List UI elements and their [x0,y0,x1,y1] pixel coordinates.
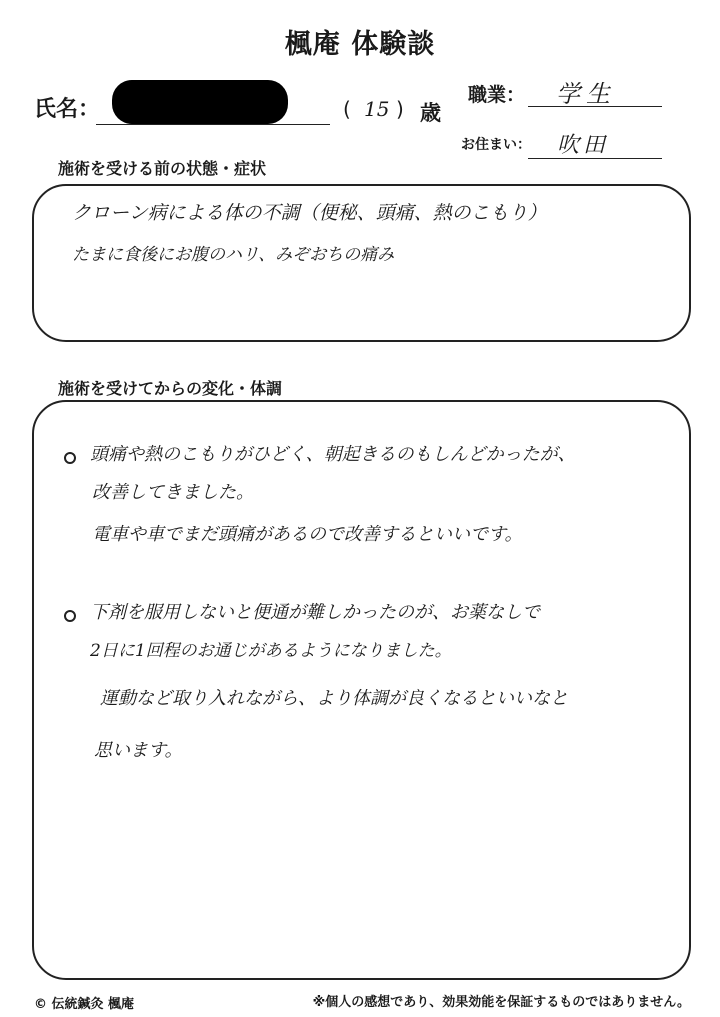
before-line-1: クローン病による体の不調（便秘、頭痛、熱のこもり） [72,202,547,224]
address-value: 吹田 [557,133,610,158]
after-item-1-line-3: 電車や車でまだ頭痛があるので改善するといいです。 [92,524,523,545]
age-unit: 歳 [420,101,441,125]
occupation-value: 学生 [556,80,616,108]
after-item-2-line-4: 思います。 [94,740,183,761]
footer-copyright: © 伝統鍼灸 楓庵 [34,997,135,1012]
name-redaction [112,80,288,124]
name-underline [96,124,330,125]
before-line-2: たまに食後にお腹のハリ、みぞおちの痛み [72,245,395,265]
page-title: 楓庵 体験談 [284,29,436,60]
name-label: 氏名： [34,97,101,122]
age-paren-close: ) [396,97,404,121]
occupation-label: 職業： [468,84,526,106]
age-value: 15 [364,97,390,121]
after-item-1-line-2: 改善してきました。 [92,482,254,503]
after-item-2-line-3: 運動など取り入れながら、より体調が良くなるといいなと [100,688,568,709]
after-item-1-line-1: 頭痛や熱のこもりがひどく、朝起きるのもしんどかったが、 [90,444,576,465]
address-underline [528,158,662,159]
before-heading: 施術を受ける前の状態・症状 [58,159,267,178]
age-paren-open: ( [343,97,351,121]
after-item-2-line-2: 2日に1回程のお通じがあるようになりました。 [90,641,452,661]
bullet-icon [64,452,76,464]
footer-disclaimer: ※個人の感想であり、効果効能を保証するものではありません。 [312,995,690,1010]
address-label: お住まい： [461,137,531,153]
bullet-icon [64,610,76,622]
occupation-underline [528,106,662,107]
after-heading: 施術を受けてからの変化・体調 [58,379,283,398]
after-item-2-line-1: 下剤を服用しないと便通が難しかったのが、お薬なしで [90,602,540,623]
